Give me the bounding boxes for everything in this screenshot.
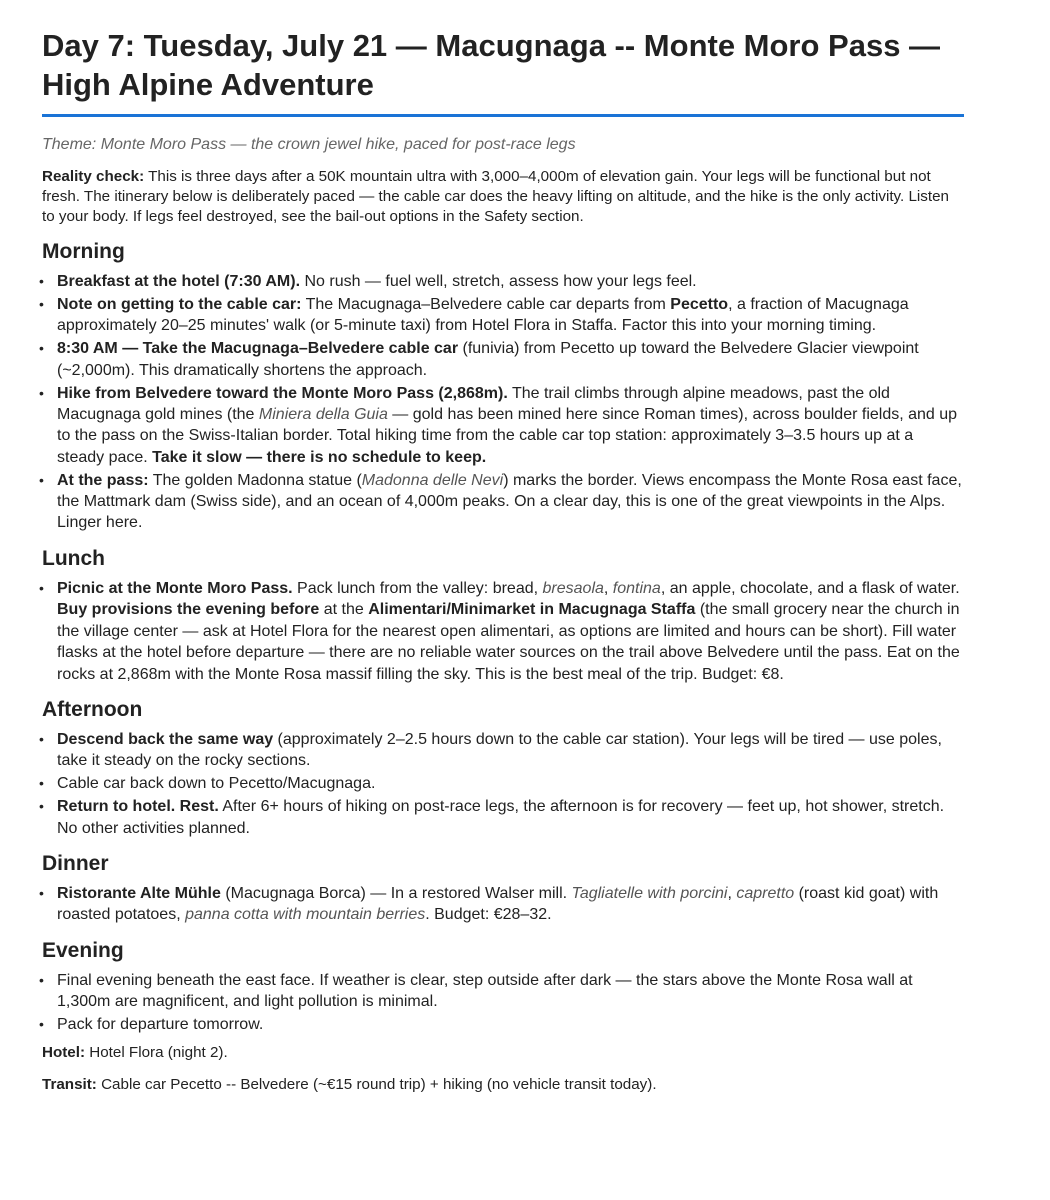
- afternoon-list: [42, 729, 964, 839]
- item-text: Cable car back down to Pecetto/Macugnaga.: [57, 775, 376, 793]
- item-text: The Macugnaga–Belvedere cable car departs from: [301, 295, 671, 313]
- list-item: [42, 383, 964, 469]
- item-bold: Buy provisions the evening before: [57, 601, 320, 619]
- list-item: [42, 773, 964, 794]
- evening-list: [42, 970, 964, 1036]
- list-item: [42, 294, 964, 337]
- section-heading-morning: Morning: [42, 240, 125, 263]
- item-italic: Tagliatelle with porcini: [571, 884, 728, 902]
- theme-line: Theme: Monte Moro Pass — the crown jewel hike, paced for post-race legs: [42, 136, 576, 153]
- item-bold: Note on getting to the cable car:: [57, 295, 302, 313]
- item-italic: fontina: [612, 579, 661, 597]
- item-text: (approximately 2–2.5 hours down to the cable car station). Your legs will be tired — use poles, take it steady on the rocky sections.: [57, 730, 942, 770]
- section-heading-afternoon: Afternoon: [42, 697, 143, 721]
- list-item: [42, 470, 964, 534]
- dinner-list: [42, 883, 964, 926]
- item-text: The trail climbs through alpine meadows, past the old Macugnaga gold mines (the: [57, 384, 890, 423]
- item-italic: capretto: [736, 884, 795, 902]
- item-text: (funivia) from Pecetto up toward the Belvedere Glacier viewpoint (~2,000m). This dramatically shortens the approach.: [57, 340, 919, 379]
- item-text: ,: [603, 579, 613, 597]
- item-italic: bresaola: [542, 579, 604, 597]
- item-text: (Macugnaga Borca) — In a restored Walser mill.: [220, 884, 572, 902]
- list-item: [42, 970, 964, 1013]
- list-item: [42, 883, 964, 926]
- item-text: — gold has been mined here since Roman times), across boulder fields, and up to the pass on the Swiss-Italian border. Total hiking time from the cable car top station: approximately 3–3.5 hours up at a steady pace.: [57, 405, 958, 466]
- hotel-text: Hotel Flora (night 2).: [85, 1044, 228, 1062]
- list-item: [42, 729, 964, 772]
- list-item: [42, 578, 964, 685]
- item-text: ) marks the border. Views encompass the Monte Rosa east face, the Mattmark dam (Swiss side), and an ocean of 4,000m peaks. On a clear day, this is one of the great viewpoints in the Alps. Linger here.: [57, 471, 962, 532]
- item-text: ,: [727, 884, 737, 902]
- item-text: After 6+ hours of hiking on post-race legs, the afternoon is for recovery — feet up, hot shower, stretch. No other activities planned.: [57, 798, 945, 837]
- item-bold: Picnic at the Monte Moro Pass.: [57, 579, 293, 597]
- item-bold: Return to hotel. Rest.: [57, 798, 219, 816]
- transit-line: [42, 1075, 964, 1095]
- item-bold: At the pass:: [57, 471, 149, 489]
- item-text: Pack lunch from the valley: bread,: [292, 579, 543, 597]
- item-italic: Miniera della Guia: [258, 405, 388, 423]
- transit-text: Cable car Pecetto -- Belvedere (~€15 round trip) + hiking (no vehicle transit today).: [96, 1076, 657, 1094]
- item-text: No rush — fuel well, stretch, assess how your legs feel.: [300, 273, 697, 290]
- hotel-line: [42, 1043, 964, 1063]
- transit-label: Transit:: [42, 1076, 97, 1094]
- reality-text: This is three days after a 50K mountain ultra with 3,000–4,000m of elevation gain. Your legs will be functional but not fresh. The itinerary below is deliberately paced — the cable car does the heavy lifting on altitude, and the hike is the only activity. Listen to your body. If legs feel destroyed, see the bail-out options in the Safety section.: [42, 168, 949, 225]
- list-item: [42, 338, 964, 381]
- item-italic: Madonna delle Nevi: [361, 471, 504, 489]
- list-item: [42, 796, 964, 839]
- item-bold: Alimentari/Minimarket in Macugnaga Staffa: [368, 601, 696, 619]
- item-text: . Budget: €28–32.: [425, 906, 552, 924]
- item-text: , an apple, chocolate, and a flask of water.: [660, 579, 960, 597]
- item-bold: Descend back the same way: [57, 730, 274, 748]
- item-bold: 8:30 AM — Take the Macugnaga–Belvedere cable car: [57, 340, 459, 358]
- reality-label: Reality check:: [42, 168, 145, 185]
- section-heading-lunch: Lunch: [42, 546, 105, 570]
- morning-list: [42, 271, 964, 534]
- item-bold: Take it slow — there is no schedule to keep.: [152, 448, 487, 466]
- section-heading-evening: Evening: [42, 938, 124, 962]
- item-italic: panna cotta with mountain berries: [185, 906, 426, 924]
- item-text: Pack for departure tomorrow.: [57, 1016, 264, 1034]
- list-item: [42, 1014, 964, 1035]
- hotel-label: Hotel:: [42, 1044, 86, 1062]
- item-text: , a fraction of Macugnaga approximately 20–25 minutes' walk (or 5-minute taxi) from Hotel Flora in Staffa. Factor this into your morning timing.: [57, 295, 909, 335]
- list-item: [42, 271, 964, 292]
- item-text: (roast kid goat) with roasted potatoes,: [57, 884, 939, 924]
- reality-check: [42, 167, 964, 227]
- item-bold: Breakfast at the hotel (7:30 AM).: [57, 273, 301, 290]
- section-heading-dinner: Dinner: [42, 851, 109, 875]
- lunch-list: [42, 578, 964, 685]
- page-title: Day 7: Tuesday, July 21 — Macugnaga -- Monte Moro Pass — High Alpine Adventure: [42, 26, 964, 117]
- item-text: at the: [319, 601, 369, 619]
- item-bold: Pecetto: [670, 295, 729, 313]
- item-bold: Hike from Belvedere toward the Monte Moro Pass (2,868m).: [57, 384, 508, 402]
- item-text: The golden Madonna statue (: [148, 471, 362, 489]
- item-text: (the small grocery near the church in the village center — ask at Hotel Flora for the nearest open alimentari, as options are limited and hours can be short). Fill water flasks at the hotel before departure — there are no reliable water sources on the trail above Belvedere until the pass. Eat on the rocks at 2,868m with the Monte Rosa massif filling the sky. This is the best meal of the trip. Budget: €8.: [57, 601, 960, 683]
- item-text: Final evening beneath the east face. If weather is clear, step outside after dark — the stars above the Monte Rosa wall at 1,300m are magnificent, and light pollution is minimal.: [57, 971, 913, 1011]
- item-bold: Ristorante Alte Mühle: [57, 884, 221, 902]
